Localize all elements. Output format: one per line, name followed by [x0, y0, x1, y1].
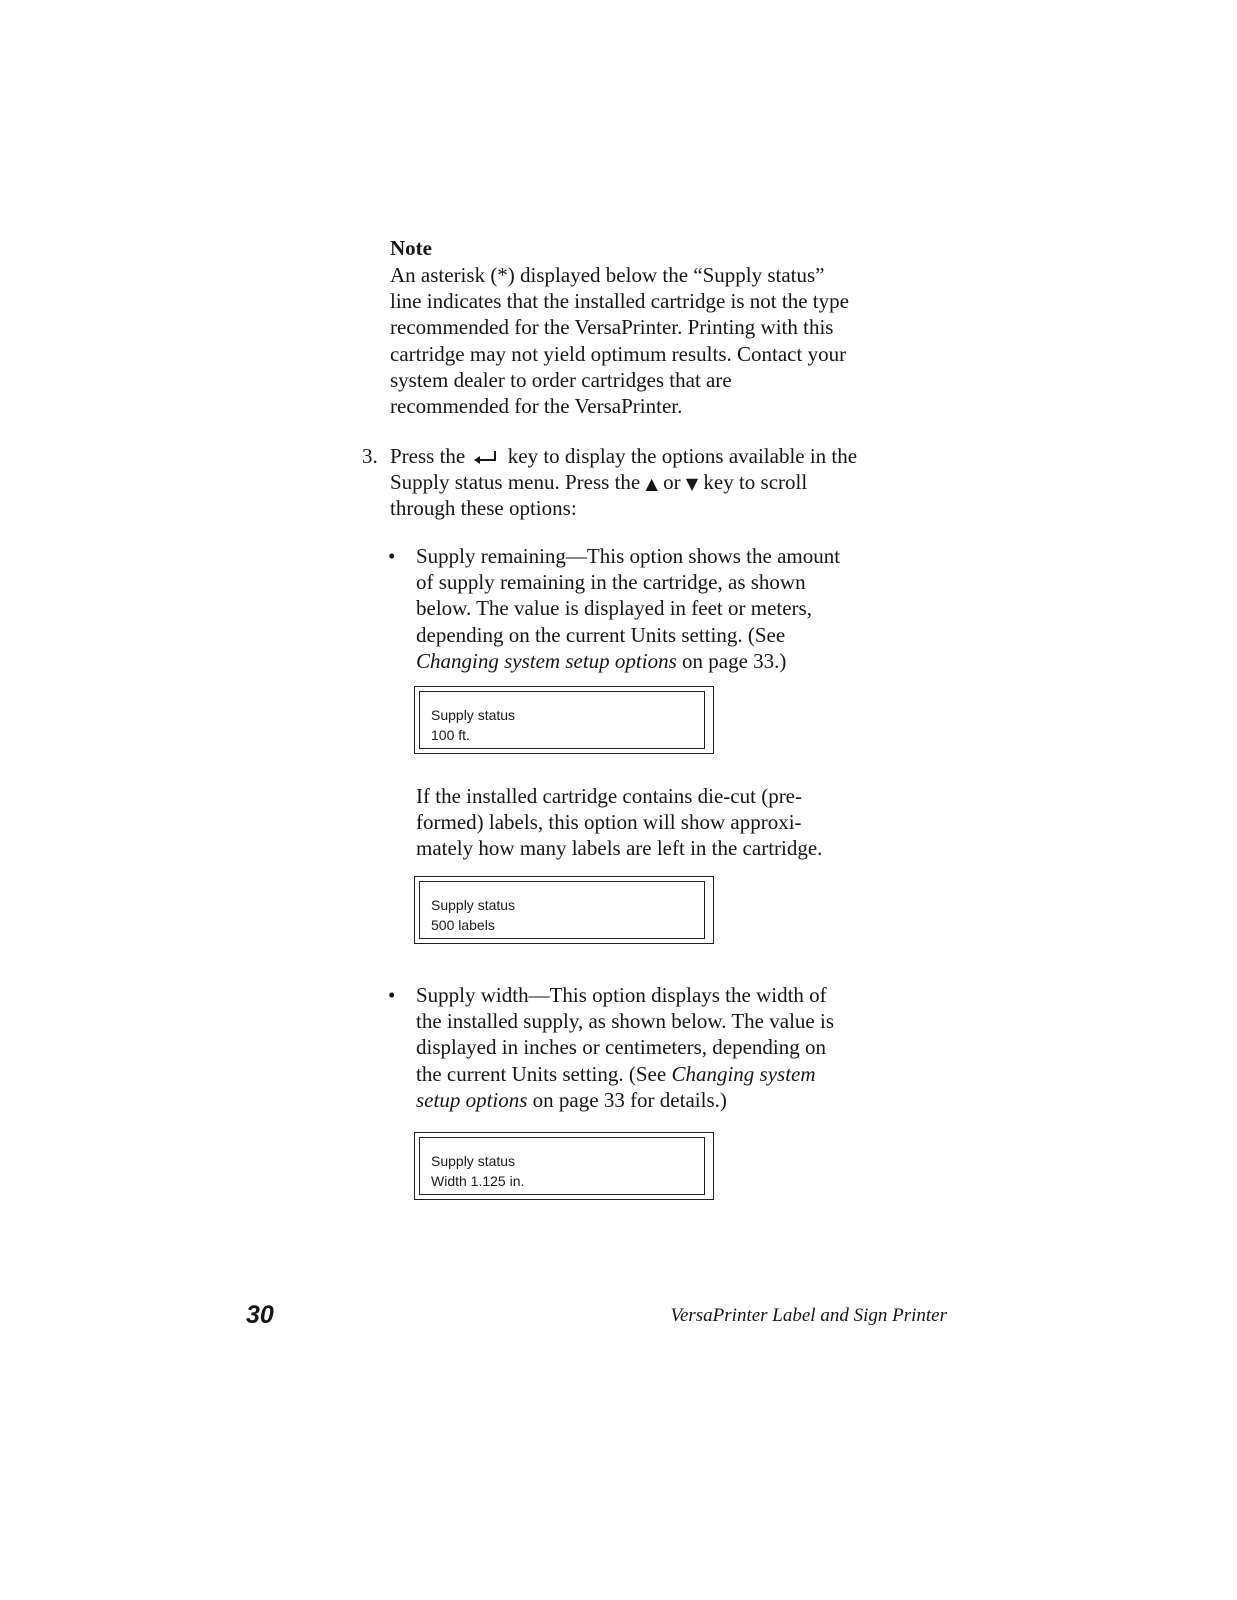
text-line: depending on the current Units setting. (See — [416, 622, 786, 647]
lcd-display-width — [414, 1132, 714, 1200]
lcd-screen — [419, 1137, 705, 1195]
footer-title: VersaPrinter Label and Sign Printer — [670, 1305, 947, 1326]
text-line: mately how many labels are left in the cartridge. — [416, 836, 823, 861]
note-body — [390, 262, 880, 419]
die-cut-paragraph — [416, 783, 822, 862]
lcd-line-2: 500 labels — [431, 917, 495, 933]
step-3-text — [390, 443, 857, 522]
step-text-after-key: key to display the options available in the — [507, 444, 858, 468]
bullet-icon: • — [388, 544, 396, 568]
down-arrow-icon: ▼ — [685, 474, 699, 494]
cross-reference: setup options — [416, 1087, 528, 1112]
text-segment: the current Units setting. (See — [416, 1061, 672, 1086]
note-line: recommended for the VersaPrinter. — [390, 393, 683, 418]
step-line-1 — [390, 443, 857, 469]
supply-width-text — [416, 982, 834, 1113]
text-line: formed) labels, this option will show approxi- — [416, 810, 802, 835]
text-line — [416, 1087, 834, 1113]
text-line — [416, 1061, 834, 1087]
note-line: An asterisk (*) displayed below the “Supply status” — [390, 263, 825, 287]
note-line: cartridge may not yield optimum results. Contact your — [390, 341, 847, 366]
text-line: Supply remaining—This option shows the amount — [416, 544, 841, 568]
step-text-or: or — [663, 470, 681, 495]
page-reference: on page 33.) — [676, 648, 787, 673]
text-line: of supply remaining in the cartridge, as shown — [416, 570, 806, 595]
lcd-screen — [419, 691, 705, 749]
cross-reference: Changing system setup options — [416, 648, 677, 673]
lcd-line-2: 100 ft. — [431, 727, 470, 743]
text-line: the installed supply, as shown below. The value is — [416, 1009, 834, 1034]
supply-remaining-text — [416, 543, 840, 674]
lcd-line-1: Supply status — [431, 707, 516, 723]
up-arrow-icon: ▲ — [645, 474, 658, 494]
note-heading: Note — [390, 236, 432, 260]
lcd-line-2: Width 1.125 in. — [431, 1173, 525, 1189]
note-line: recommended for the VersaPrinter. Printing with this — [390, 315, 834, 340]
step-text-press: Supply status menu. Press the — [390, 470, 641, 495]
step-text-before-key: Press the — [390, 444, 466, 468]
lcd-display-supply-remaining — [414, 686, 714, 754]
lcd-screen — [419, 881, 705, 939]
step-text-scroll: key to scroll — [703, 470, 808, 495]
bullet-icon: • — [388, 983, 396, 1007]
text-line — [416, 648, 840, 674]
text-line: below. The value is displayed in feet or meters, — [416, 596, 812, 621]
step-line-2 — [390, 469, 857, 495]
step-line-3: through these options: — [390, 496, 577, 521]
text-line: Supply width—This option displays the width of — [416, 983, 827, 1007]
lcd-line-1: Supply status — [431, 1153, 516, 1169]
page-number: 30 — [246, 1301, 274, 1329]
note-line: line indicates that the installed cartridge is not the type — [390, 289, 849, 314]
note-line: system dealer to order cartridges that are — [390, 367, 732, 392]
step-number: 3. — [362, 444, 378, 468]
return-key-icon — [473, 450, 501, 464]
text-line: displayed in inches or centimeters, depending on — [416, 1035, 826, 1060]
lcd-line-1: Supply status — [431, 897, 516, 913]
page-reference: on page 33 for details.) — [527, 1087, 727, 1112]
cross-reference: Changing system — [671, 1061, 816, 1086]
lcd-display-labels — [414, 876, 714, 944]
text-line: If the installed cartridge contains die-cut (pre- — [416, 784, 802, 808]
